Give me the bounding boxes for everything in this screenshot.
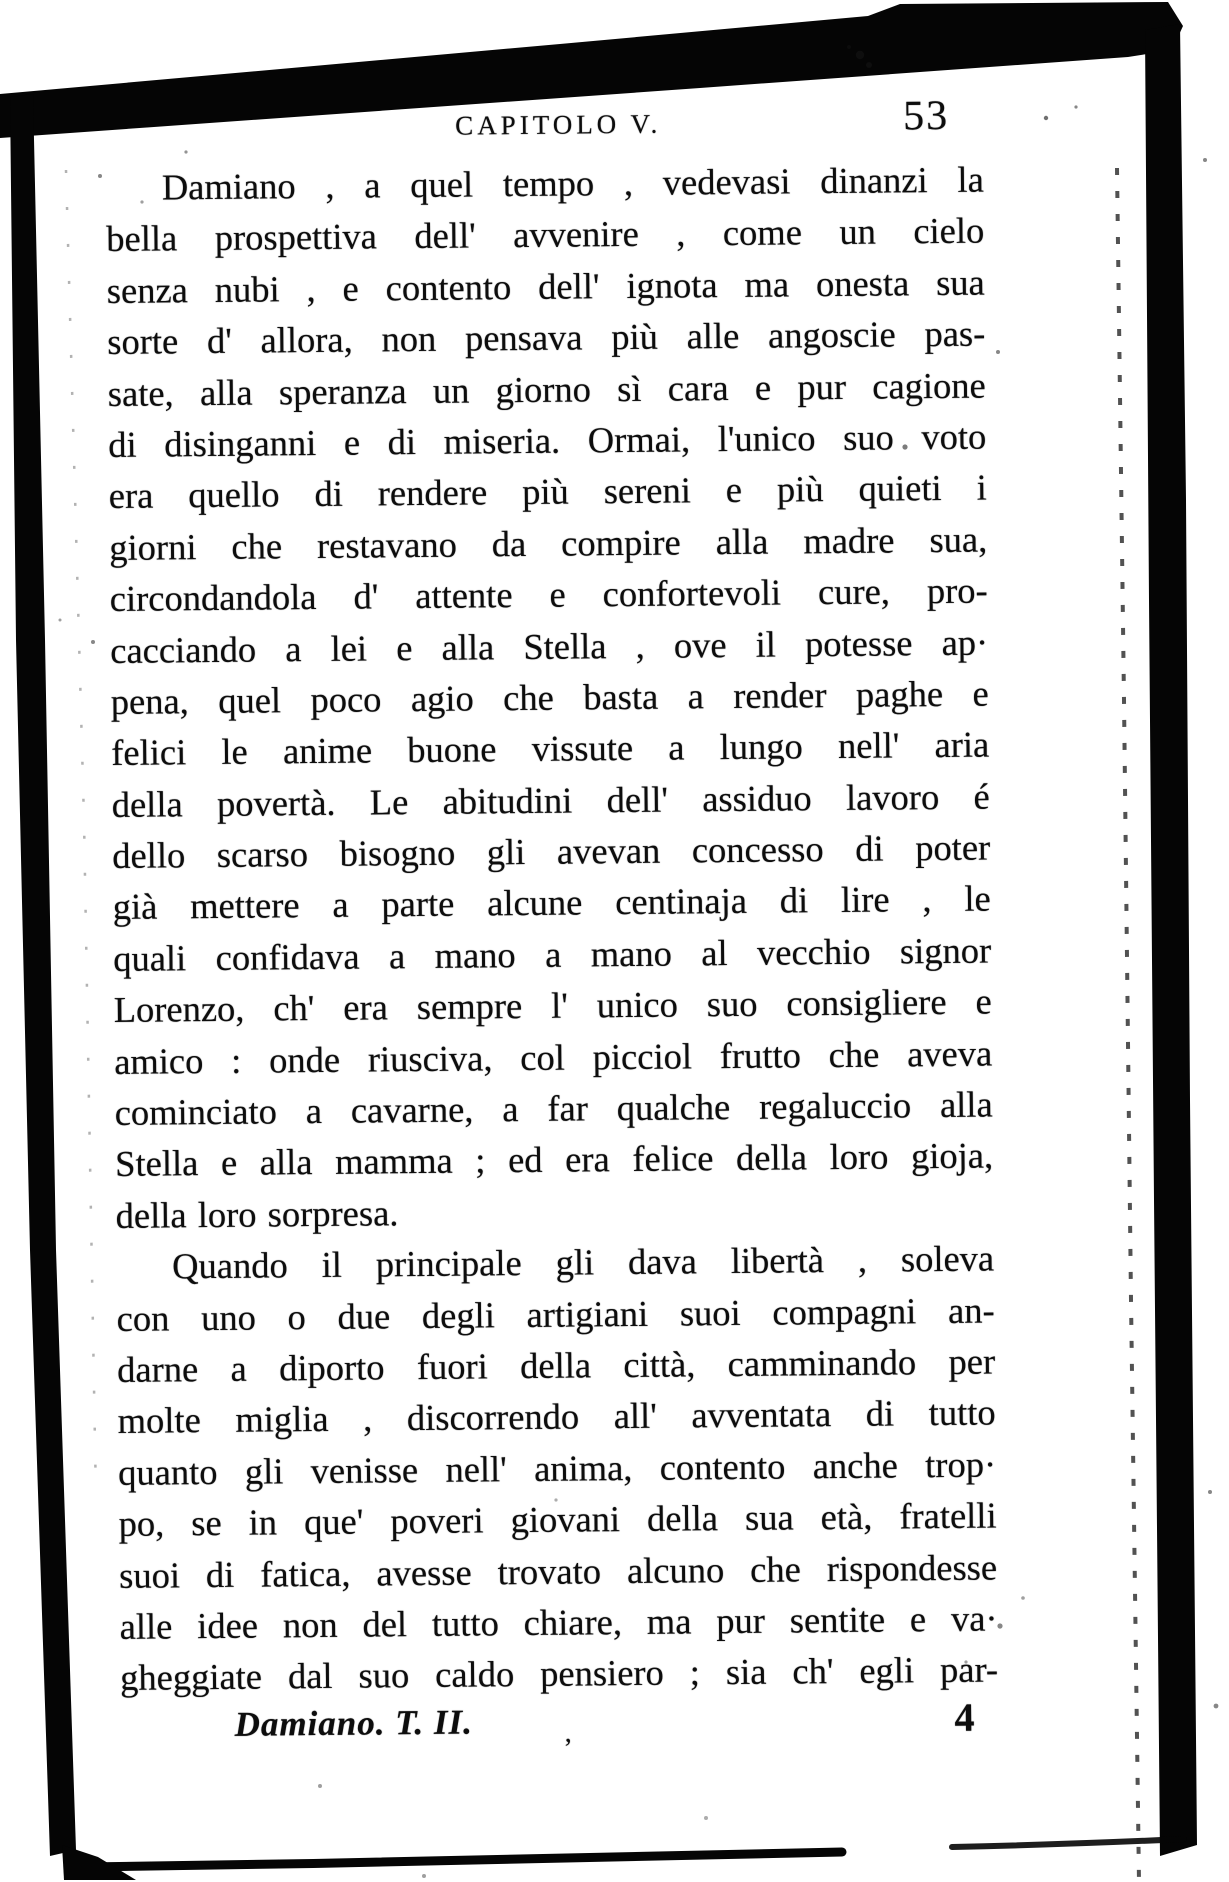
left-speck-trail — [66, 170, 96, 1500]
page-header — [105, 94, 984, 162]
text-line: amico : onde riusciva, col picciol frutto che aveva — [114, 1032, 993, 1082]
signature-number: 4 — [954, 1694, 975, 1740]
text-line: po, se in que' poveri giovani della sua età, fratelli — [118, 1494, 997, 1545]
text-line: giorni che restavano da compire alla madre sua, — [109, 518, 988, 568]
text-line: di disinganni e di miseria. Ormai, l'unico suo voto — [108, 415, 987, 465]
text-line: Stella e alla mamma ; ed era felice della loro gioja, — [114, 1134, 994, 1185]
text-line: cacciando a lei e alla Stella , ove il potesse ap· — [110, 621, 989, 671]
text-line: dello scarso bisogno gli avevan concesso di poter — [112, 826, 991, 877]
text-line: senza nubi , e contento dell' ignota ma onesta sua — [106, 261, 985, 311]
text-line: era quello di rendere più sereni e più quieti i — [108, 466, 987, 517]
bottom-edge-line-right — [952, 1839, 1184, 1847]
text-line: circondandola d' attente e confortevoli cure, pro- — [109, 569, 988, 620]
text-line: Quando il principale gli dava libertà , soleva — [171, 1237, 995, 1287]
right-edge-band — [1145, 24, 1197, 1856]
text-line: quanto gli venisse nell' anima, contento anche trop· — [117, 1443, 997, 1493]
text-line: bella prospettiva dell' avvenire , come un cielo — [106, 209, 985, 260]
chapter-title: CAPITOLO V. — [455, 108, 662, 141]
book-title-footer: Damiano. T. II. — [234, 1702, 474, 1744]
text-line: sate, alla speranza un giorno sì cara e pur cagione — [107, 364, 986, 414]
text-line: alle idee non del tutto chiare, ma pur sentite e va· — [119, 1597, 998, 1647]
stray-ink-mark: , — [564, 1717, 572, 1749]
text-line: pena, quel poco agio che basta a render paghe e — [110, 672, 989, 722]
page-edge-line — [1117, 168, 1139, 1882]
text-line: gheggiate dal suo caldo pensiero ; sia ch' egli par- — [119, 1648, 999, 1699]
text-line: Lorenzo, ch' era sempre l' unico suo consigliere e — [113, 980, 992, 1031]
text-line: già mettere a parte alcune centinaja di lire , le — [112, 878, 991, 928]
page-footer — [120, 1694, 998, 1759]
text-line: quali confidava a mano a mano al vecchio signor — [113, 929, 992, 979]
text-line: sorte d' allora, non pensava più alle angoscie pas- — [107, 312, 986, 363]
text-block — [105, 94, 999, 1760]
text-line: Damiano , a quel tempo , vedevasi dinanzi la — [161, 158, 984, 208]
text-line: della loro sorpresa. — [115, 1192, 399, 1236]
text-line: darne a diporto fuori della città, camminando per — [116, 1340, 996, 1390]
text-line: della povertà. Le abitudini dell' assiduo lavoro é — [111, 775, 990, 825]
text-line: felici le anime buone vissute a lungo nell' aria — [111, 723, 990, 774]
bottom-edge-line — [84, 1852, 842, 1867]
text-line: con uno o due degli artigiani suoi compagni an- — [116, 1289, 995, 1339]
left-edge-strip — [10, 94, 76, 1856]
text-line: suoi di fatica, avesse trovato alcuno che rispondesse — [118, 1546, 998, 1596]
text-line: molte miglia , discorrendo all' avventata di tutto — [117, 1391, 996, 1442]
page-number: 53 — [902, 92, 950, 140]
text-line: cominciato a cavarne, a far qualche regaluccio alla — [114, 1083, 993, 1133]
